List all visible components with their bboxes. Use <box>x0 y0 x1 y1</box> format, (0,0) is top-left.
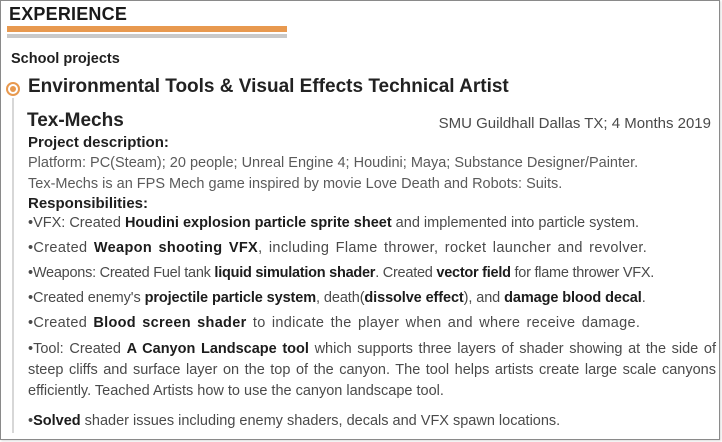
section-title-accent-rule <box>7 26 287 32</box>
section-title-gray-rule <box>7 34 287 38</box>
responsibility-item: •Weapons: Created Fuel tank liquid simulation shader. Created vector field for flame thrower VFX. <box>28 265 655 281</box>
responsibility-item: •VFX: Created Houdini explosion particle sprite sheet and implemented into particle system. <box>28 215 640 231</box>
project-platform-line: Platform: PC(Steam); 20 people; Unreal Engine 4; Houdini; Maya; Substance Designer/Painter. <box>28 155 639 171</box>
project-description-label: Project description: <box>28 134 169 151</box>
responsibility-item: •Tool: Created A Canyon Landscape tool which supports three layers of shader showing at the side of steep cliffs and surface layer on the top of the canyon. The tool helps artists create large scale canyons efficiently. Teached Artists how to use the canyon landscape tool. <box>28 341 716 399</box>
responsibilities-label: Responsibilities: <box>28 195 149 212</box>
timeline-dot-icon <box>6 82 20 96</box>
role-title: Environmental Tools & Visual Effects Technical Artist <box>28 76 509 97</box>
responsibility-item: •Created Weapon shooting VFX, including Flame thrower, rocket launcher and revolver. <box>28 240 648 256</box>
project-name: Tex-Mechs <box>27 110 124 131</box>
project-summary-line: Tex-Mechs is an FPS Mech game inspired by movie Love Death and Robots: Suits. <box>28 176 563 192</box>
subsection-title: School projects <box>11 51 120 67</box>
responsibility-item: •Created enemy's projectile particle system, death(dissolve effect), and damage blood decal. <box>28 290 646 306</box>
section-title: EXPERIENCE <box>9 4 128 24</box>
responsibility-item: •Solved shader issues including enemy shaders, decals and VFX spawn locations. <box>28 413 561 429</box>
timeline-line <box>12 98 14 433</box>
responsibility-item: •Created Blood screen shader to indicate the player when and where receive damage. <box>28 315 641 331</box>
project-location-date: SMU Guildhall Dallas TX; 4 Months 2019 <box>438 115 711 132</box>
